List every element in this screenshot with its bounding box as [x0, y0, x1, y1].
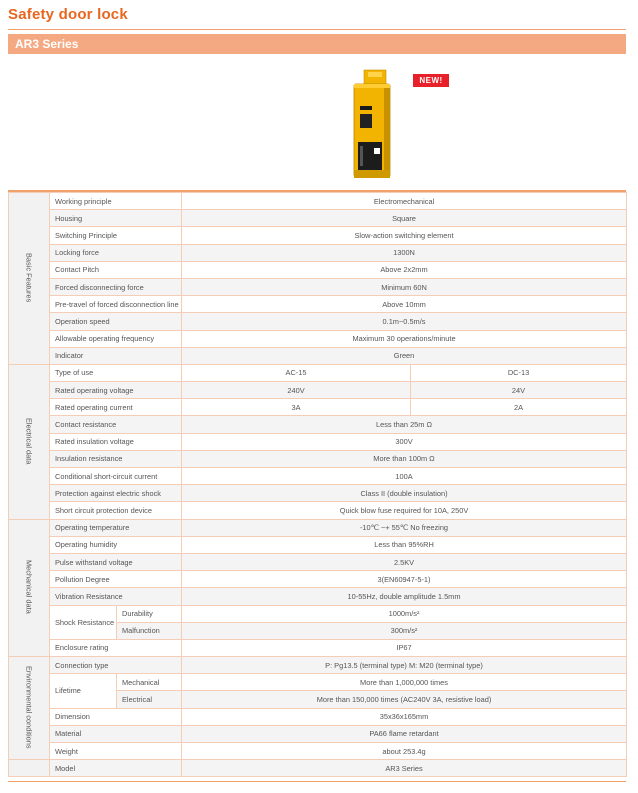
param-cell: Conditional short-circuit current [50, 468, 182, 485]
value-cell: Green [182, 347, 627, 364]
param-cell: Vibration Resistance [50, 588, 182, 605]
value-cell: Less than 95%RH [182, 536, 627, 553]
value-cell: Class II (double insulation) [182, 485, 627, 502]
param-cell: Enclosure rating [50, 639, 182, 656]
value-cell: Quick blow fuse required for 10A, 250V [182, 502, 627, 519]
param-cell: Material [50, 725, 182, 742]
param-cell: Connection type [50, 657, 182, 674]
param-cell: Indicator [50, 347, 182, 364]
param-cell: Operating temperature [50, 519, 182, 536]
category-basic-features: Basic Features [9, 193, 50, 365]
dc-value-cell: 2A [411, 399, 627, 416]
value-cell: More than 150,000 times (AC240V 3A, resistive load) [182, 691, 627, 708]
value-cell: 3(EN60947-5-1) [182, 571, 627, 588]
param-cell: Operation speed [50, 313, 182, 330]
param-cell: Operating humidity [50, 536, 182, 553]
param-cell: Allowable operating frequency [50, 330, 182, 347]
value-cell: 10-55Hz, double amplitude 1.5mm [182, 588, 627, 605]
ac-value-cell: 3A [182, 399, 411, 416]
table-bottom-rule [8, 781, 626, 782]
value-cell: 300V [182, 433, 627, 450]
param-cell: Rated operating voltage [50, 382, 182, 399]
value-cell: Above 10mm [182, 296, 627, 313]
param-cell: Weight [50, 743, 182, 760]
value-cell: Less than 25m Ω [182, 416, 627, 433]
dc-value-cell: DC-13 [411, 364, 627, 381]
model-value: AR3 Series [182, 760, 627, 777]
value-cell: P: Pg13.5 (terminal type) M: M20 (terminal type) [182, 657, 627, 674]
value-cell: Electromechanical [182, 193, 627, 210]
value-cell: Slow-action switching element [182, 227, 627, 244]
value-cell: Minimum 60N [182, 278, 627, 295]
value-cell: More than 1,000,000 times [182, 674, 627, 691]
param-cell: Dimension [50, 708, 182, 725]
spec-table [8, 192, 627, 777]
sub-param-cell: Mechanical [117, 674, 182, 691]
param-cell: Rated operating current [50, 399, 182, 416]
value-cell: Maximum 30 operations/minute [182, 330, 627, 347]
value-cell: PA66 flame retardant [182, 725, 627, 742]
value-cell: 2.5KV [182, 553, 627, 570]
param-cell: Type of use [50, 364, 182, 381]
param-cell: Pulse withstand voltage [50, 553, 182, 570]
ac-value-cell: AC-15 [182, 364, 411, 381]
category-mechanical-data: Mechanical data [9, 519, 50, 657]
param-cell: Pre-travel of forced disconnection line [50, 296, 182, 313]
page-title: Safety door lock [8, 6, 128, 23]
value-cell: 35x36x165mm [182, 708, 627, 725]
param-cell-lifetime: Lifetime [50, 674, 117, 708]
param-cell: Pollution Degree [50, 571, 182, 588]
category-electrical-data: Electrical data [9, 364, 50, 519]
sub-param-cell: Electrical [117, 691, 182, 708]
ac-value-cell: 240V [182, 382, 411, 399]
param-cell: Locking force [50, 244, 182, 261]
value-cell: More than 100m Ω [182, 450, 627, 467]
value-cell: about 253.4g [182, 743, 627, 760]
value-cell: Square [182, 210, 627, 227]
param-cell-model: Model [50, 760, 182, 777]
param-cell: Housing [50, 210, 182, 227]
param-cell: Rated insulation voltage [50, 433, 182, 450]
value-cell: 1000m/s² [182, 605, 627, 622]
category-environmental-conditions: Environmental conditions [9, 657, 50, 760]
title-divider [8, 29, 626, 30]
param-cell: Switching Principle [50, 227, 182, 244]
sub-param-cell: Malfunction [117, 622, 182, 639]
dc-value-cell: 24V [411, 382, 627, 399]
value-cell: 0.1m~0.5m/s [182, 313, 627, 330]
value-cell: IP67 [182, 639, 627, 656]
param-cell-shock: Shock Resistance [50, 605, 117, 639]
param-cell: Working principle [50, 193, 182, 210]
value-cell: 1300N [182, 244, 627, 261]
value-cell: Above 2x2mm [182, 261, 627, 278]
value-cell: -10℃ ~+ 55℃ No freezing [182, 519, 627, 536]
param-cell: Contact Pitch [50, 261, 182, 278]
param-cell: Contact resistance [50, 416, 182, 433]
value-cell: 100A [182, 468, 627, 485]
sub-param-cell: Durability [117, 605, 182, 622]
value-cell: 300m/s² [182, 622, 627, 639]
param-cell: Protection against electric shock [50, 485, 182, 502]
param-cell: Forced disconnecting force [50, 278, 182, 295]
param-cell: Short circuit protection device [50, 502, 182, 519]
category-empty [9, 760, 50, 777]
series-label: AR3 Series [15, 37, 79, 51]
param-cell: Insulation resistance [50, 450, 182, 467]
new-badge: NEW! [413, 74, 449, 87]
series-bar [8, 34, 626, 54]
